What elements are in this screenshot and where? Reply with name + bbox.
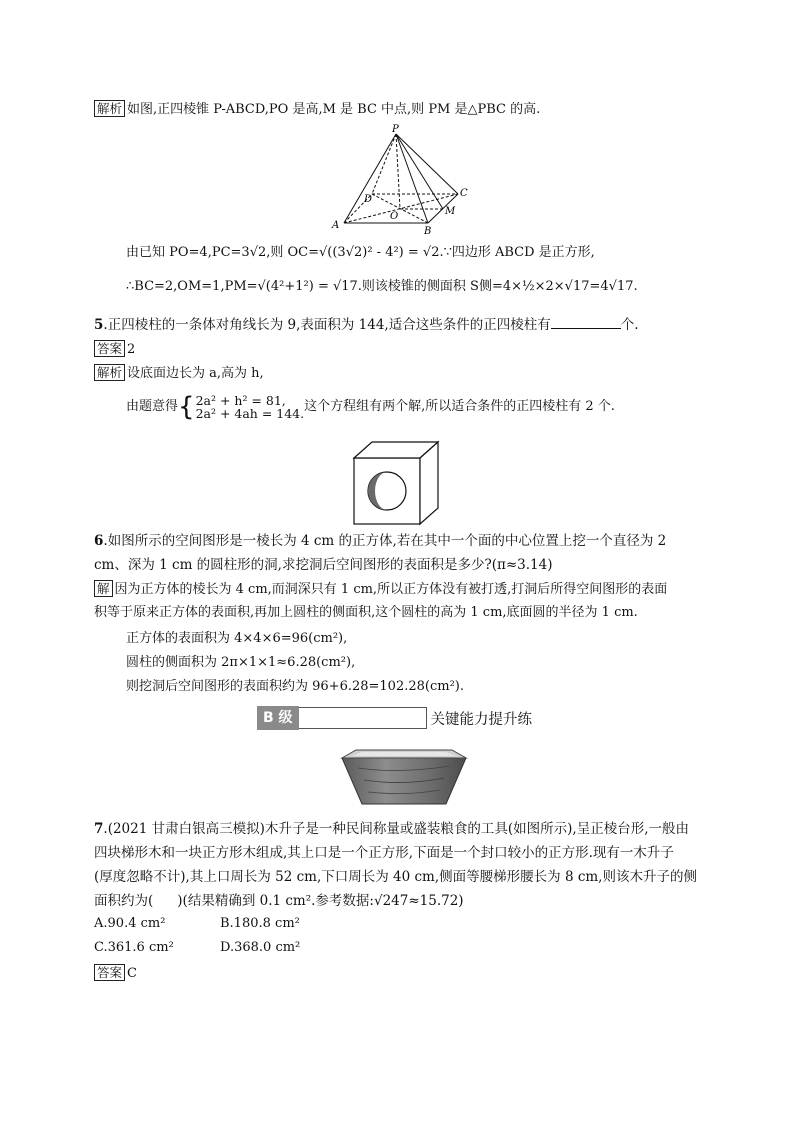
solution-5-line-2: 由题意得 { 2a² + h² = 81, 2a² + 4ah = 144. 这个方程组有两个解,所以适合条件的正四棱柱有 2 个. [126, 392, 615, 422]
choice-c: C.361.6 cm² [94, 940, 174, 955]
choice-d: D.368.0 cm² [220, 940, 301, 955]
wooden-measure-figure [338, 744, 470, 808]
label-a: A [332, 220, 340, 231]
cube-with-hole-figure [350, 438, 442, 528]
section-title-box [299, 707, 427, 729]
choice-b: B.180.8 cm² [220, 916, 300, 931]
label-c: C [460, 188, 468, 199]
answer-5: 答案 2 [94, 340, 714, 359]
answer-7: 答案 C [94, 964, 714, 983]
solution-5-line-1: 解析 设底面边长为 a,高为 h, [94, 364, 714, 383]
solution-4-line-3: ∴BC=2,OM=1,PM=√(4²+1²) = √17.则该棱锥的侧面积 S侧=4×½×2×√17=4√17. [126, 279, 638, 294]
question-7-line-1: 7.(2021 甘肃白银高三模拟)木升子是一种民间称量或盛装粮食的工具(如图所示),呈正棱台形,一般由 [94, 821, 689, 837]
jie-tag: 解 [94, 580, 113, 597]
daan-tag: 答案 [94, 340, 125, 357]
solution-4-line-2: 由已知 PO=4,PC=3√2,则 OC=√((3√2)² - 4²) = √2.∵四边形 ABCD 是正方形, [126, 245, 595, 260]
section-title: 关键能力提升练 [430, 711, 533, 728]
label-d: D [364, 194, 373, 205]
daan-tag: 答案 [94, 964, 125, 981]
label-o: O [390, 211, 399, 222]
section-level-badge: B 级 [257, 706, 299, 730]
question-7-line-2: 四块梯形木和一块正方形木组成,其上口是一个正方形,下面是一个封口较小的正方形.现有一木升子 [94, 845, 674, 861]
choice-a: A.90.4 cm² [94, 916, 166, 931]
section-header [257, 706, 532, 730]
label-m: M [445, 206, 456, 217]
question-6-line-1: 6.如图所示的空间图形是一棱长为 4 cm 的正方体,若在其中一个面的中心位置上挖一个直径为 2 [94, 533, 667, 549]
label-b: B [424, 226, 432, 234]
solution-6-line-4: 圆柱的侧面积为 2π×1×1≈6.28(cm²), [126, 655, 356, 670]
question-6-line-2: cm、深为 1 cm 的圆柱形的洞,求挖洞后空间图形的表面积是多少?(π≈3.14) [94, 557, 553, 573]
label-p: P [392, 124, 399, 135]
jiexi-tag: 解析 [94, 100, 125, 117]
solution-6-line-1: 解 因为正方体的棱长为 4 cm,而洞深只有 1 cm,所以正方体没有被打透,打洞后所得空间图形的表面 [94, 580, 714, 599]
solution-6-line-2: 积等于原来正方体的表面积,再加上圆柱的侧面积,这个圆柱的高为 1 cm,底面圆的半径为 1 cm. [94, 605, 638, 620]
question-5: 5.正四棱柱的一条体对角线长为 9,表面积为 144,适合这些条件的正四棱柱有 个. [94, 317, 639, 333]
answer-blank [551, 316, 621, 329]
solution-4-line-1: 解析 如图,正四棱锥 P-ABCD,PO 是高,M 是 BC 中点,则 PM 是△PBC 的高. [94, 100, 714, 119]
question-7-line-4: 面积约为( )(结果精确到 0.1 cm².参考数据:√247≈15.72) [94, 893, 464, 909]
question-7-line-3: (厚度忽略不计),其上口周长为 52 cm,下口周长为 40 cm,侧面等腰梯形腰长为 8 cm,则该木升子的侧 [94, 869, 697, 885]
solution-6-line-3: 正方体的表面积为 4×4×6=96(cm²), [126, 631, 348, 646]
solution-6-line-5: 则挖洞后空间图形的表面积约为 96+6.28=102.28(cm²). [126, 679, 464, 694]
equation-system: { 2a² + h² = 81, 2a² + 4ah = 144. [178, 392, 305, 422]
jiexi-tag: 解析 [94, 364, 125, 381]
pyramid-figure [330, 122, 470, 234]
